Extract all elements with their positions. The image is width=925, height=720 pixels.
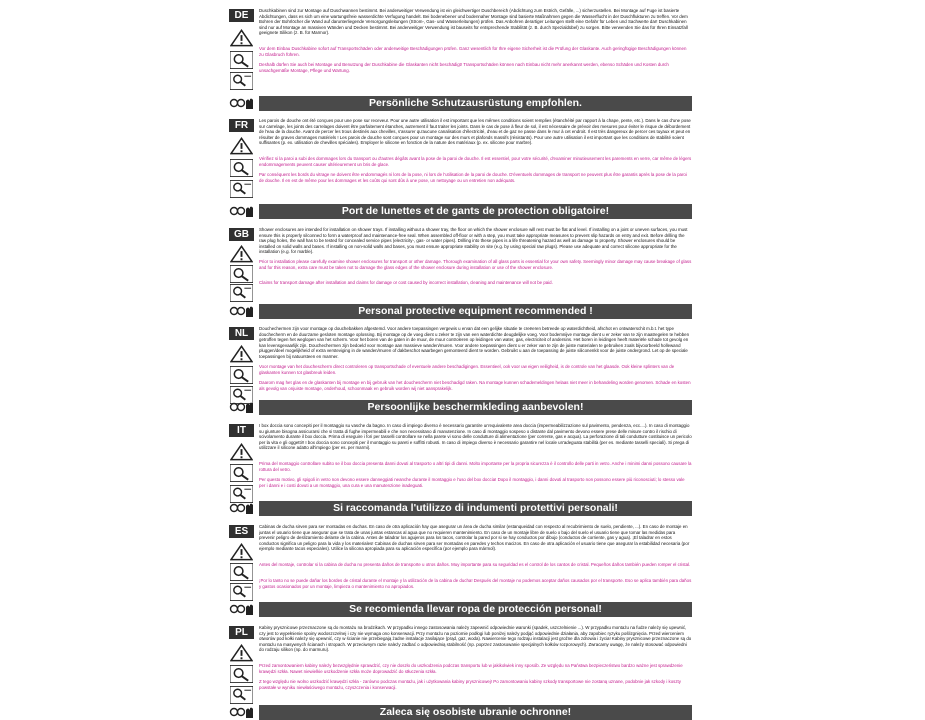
inspection-text: Prior to installation please carefully examine shower enclosures for transport or other damage. Thorough examination of all glass parts is essential for your own safety. Seemingly minor damage may cause breakage of glass and for this reason, extra care must be taken not to damage the glass edges of the shower enclosure during installation or use of the shower enclosure. (259, 259, 692, 270)
damage-claims-text: Deshalb dürfen Sie auch bei Montage und Benutzung der Duschkabine die Glaskanten nicht beschädigt! Transportschäden können nach Einbau nicht mehr anerkannt werden, ebenso Schäden und Kosten durch unsachgemäße Montage, Pflege und Wartung. (259, 62, 669, 73)
ppe-banner: Persönliche Schutzausrüstung empfohlen. (259, 96, 692, 111)
section-es (229, 524, 692, 615)
ppe-banner: Port de lunettes et de gants de protection obligatoire! (259, 204, 692, 219)
ppe-banner: Persoonlijke beschermkleding aanbevolen! (259, 400, 692, 415)
magnifier-inspect-icon (230, 51, 253, 69)
damage-claims-text: Daarom mag het glas en de glaskanten bij montage en bij gebruik van het douchescherm niet beschadigd raken. Na montage kunnen schademeldingen helaas niet meer in behandeling worden genomen. Schade en kosten als gevolg van onjuiste montage, onderhoud, schoonmaak en gebruik worden wij niet aansprakelijk. (259, 380, 691, 391)
section-fr (229, 118, 692, 217)
magnifier-inspect-icon (230, 563, 253, 581)
ppe-banner: Si raccomanda l'utilizzo di indumenti protettivi personali! (259, 501, 692, 516)
damage-claims-text: ¡Por lo tanto no se puede dañar los bordes de cristal durante el montaje y la utilización de la cabina de ducha! Después del montaje no podemos aceptar daños causados por el transporte. Eso se aplica también para daños y gastos ocasionados por un montaje, limpieza o mantenimiento no apropiados. (259, 578, 692, 589)
magnifier-inspect-icon (230, 366, 253, 384)
installation-text: Duschkabinen sind zur Montage auf Duschwannen bestimmt. Bei anderweitiger Verwendung ist ein gleichwertiger Duschbereich (Abdichtung zum Estrich, Gefälle, ...) sicherzustellen. Bei Montage auf Fuge ist basierte Abdichtungen, dass es sich um eine wartungsfreie wasserdichte Verfugung handelt. Bei bodenebener und bodennaher Montage sind basierte Maßnahmen gegen die Wasserflucht in der Duschflukturen zu treffen. Vor dem Bohren der Bohrlöcher die Wand auf darunterliegende Versorgungsleitungen (Strom-, Gas- und Wasserleitungen) prüfen. Das Anbohren derartiger Leitungen stellt eine Gefahr für Leben und Sachwerte dar! Duschkabinen sind nur auf Montage an massiven Wänden und Decken bestimmt. Bei anderweitiger Verwendung ist bauseits für entsprechende Stabilität (z. B. durch Spezialdübel) zu sorgen. Bitte verwenden Sie das für Ihren Einsatzfall geeignete Silikon (z. B. für Marmor). (259, 8, 688, 36)
gloves-goggles-icon (229, 96, 256, 110)
instruction-sheet (229, 8, 692, 718)
damage-claims-text: Par conséquent les bords du vitrage ne doivent être endommagés ni lors de la pose, ni lors de l'utilisation de la paroi de douche. D'éventuels dommages de transport ne peuvent plus être garantis après la pose de la paroi de douche. Il en est de même pour les dommages et les coûts qui sont dûs à une pose, un nettoyage ou un entretien non adéquats. (259, 172, 687, 183)
installation-text: Cabinas de ducha sirven para ser montadas en duchas. En caso de otra aplicación hay que asegurar un área de ducha similar (estanqueidad con respecto al recubrimiento de suelo, pendiente, ...). En caso de montaje en juntas el usuario tiene que asegurar que se trata de unas juntas estancas al agua que no requieren mantenimiento. En caso de un montaje libre de suelo o bajo del suelo el usuario tiene que tomar las medidas para prevenir peligro de deslizamiento delante de la cabina. Antes de taladrar los agujeros para los tacos, controlar la pared por si se hay conductos por dibujo (conductos de corriente, gas y agua). ¡El taladrar en estos conductos significa un peligro para la vida y los materiales! Cabinas de duchas sirven para ser montadas en paredes y techos macizos. En caso de otra aplicación el usuario tiene que asegurar la estabilidad necesaria (por ejemplo mediante tacos especiales). Utilice la silicona apropiada para su aplicación específica (por ejemplo para mármol). (259, 524, 690, 552)
gloves-goggles-icon (229, 501, 256, 515)
language-code: GB (229, 228, 254, 241)
inspection-text: Vérifiez si la paroi a subi des dommages lors du transport ou d'autres dégâts avant la pose de la paroi de douche. Il est essentiel, pour votre sécurité, d'examiner minutieusement les parements en verre, car même de légers endommagements peuvent causer ultérieurement un bris de glace. (259, 156, 692, 167)
section-body (259, 524, 692, 590)
section-nl (229, 326, 692, 413)
ppe-banner: Se recomienda llevar ropa de protección personal! (259, 602, 692, 617)
section-gb (229, 227, 692, 317)
gloves-goggles-icon (229, 602, 256, 616)
gloves-goggles-icon (229, 705, 256, 719)
section-body (259, 8, 692, 74)
magnifier-inspect-icon (230, 265, 253, 283)
damage-claims-text: Per questo motivo, gli spigoli in vetro non devono essere danneggiati neanche durante il montaggio e l'uso del box doccia! Dopo il montaggio, i danni dovuti al trasporto non possono essere più riconosciuti; lo stesso vale per i danni e i costi dovuti a un montaggio, una cura e una manutenzione inadeguati. (259, 477, 685, 488)
section-body (259, 625, 692, 691)
warning-triangle-icon (230, 137, 253, 155)
ppe-banner: Zaleca się osobiste ubranie ochronne! (259, 705, 692, 720)
installation-text: Douchechermen zijn voor montage op douchebakken afgestemd. Voor andere toepassingen vergewis u ervan dat een gelijke situatie te creëeren betreede op waterdichtheid, afschot en ontwaterschit m.b.t. het type douchecherm en de duurzame gesloten montage oplossing. Bij montage op de voeg dient u zeker te zijn van een waterdichte deugdelijke voeg. Voor bodemnijve montage dient u er zeker van te zijn maatregelen te hebben getroffen tegen het weglopen van het scherm. Voor het boren van de gaten in de muur, de muur controleren op leidingen van water, gas, electriciteit of andersins. Het boren in leidingen heeft materiële schade tot gevolg en kan levensgevaarlijk zijn. Douchechermen zijn bedoeld voor montage aan massieve wanden/muren. Voor andere toepassingen dient u er zeker van te zijn de juiste materialen te gebruiken zoals bijvoorbeeld hollewand pluggen/deel mogelijkheid of extra versteviging in de wanden/muren of dakbeschot waarbegen gemonteerd dient te worden. Gebruikt u aan de toepassing de juiste siliconenkit voor de juiste ondergrond. Let op de speciale toepassingen bij natuursteen en marmer. (259, 326, 690, 359)
warning-triangle-icon (230, 29, 253, 47)
magnifier-inspect-icon (230, 159, 253, 177)
glass-edge-check-icon (230, 284, 253, 302)
section-body (259, 227, 692, 286)
section-body (259, 326, 692, 392)
installation-text: Kabiny prysznicowe przeznaczone są do montażu na brodzikach. W przypadku innego zastosowania należy zapewnić odpowiednie warunki (spadek, uszczelnienie ...). W przypadku montażu na fudze należy się upewnić, czy jest to wypełnienie spoiny wodoszczelnej i czy nie wymaga ono konserwacji. Przy montażu na poziomie podłogi lub poniżej należy podjąć odpowiednie działania, aby zapobiec ryzyku poślizgnięcia. Przed wierceniem otworów pod kołki należy się upewnić, czy w ścianie nie przebiegają żadne instalacje zasilające (prąd, gaz, woda). Nawiercenie tego rodzaju instalacji jest groźne dla zdrowia i życia! Kabiny prysznicowe przeznaczone są do montażu na masywnych ścianach i stropach. W przeciwnym razie należy zadbać o odpowiednią stabilność (np. poprzez zastosowanie specjalnych kołków rozporowych). Zwracamy uwagę, że należy stosować odpowiedni do rodzaju silikon (np. do marmuru). (259, 625, 692, 653)
inspection-text: Antes del montaje, controlar si la cabina de ducha no presenta daños de transporte u otros daños. Muy importante para su seguridad es el control de los cantos de cristal. Pequeños daños también pueden romper el cristal. (259, 562, 691, 567)
section-body (259, 118, 692, 184)
warning-triangle-icon (230, 345, 253, 363)
language-code: DE (229, 9, 254, 22)
inspection-text: Przed zamontowaniem kabiny należy bezwzględnie sprawdzić, czy nie doszło do uszkodzenia podczas transportu lub w jakikolwiek inny sposób. Ze względu na Państwa bezpieczeństwo bardzo ważne jest sprawdzenie krawędzi szkła. Nawet niewielkie uszkodzenie szkła może doprowadzić do stłuczenia szkła. (259, 663, 683, 674)
inspection-text: Prima del montaggio controllare subito se il box doccia presenta danni dovuti al trasporto o altri tipi di danni. Molto importante per la propria sicurezza è il controllo delle parti in vetro. Anche i minimi danni possono causare la rottura del vetro. (259, 461, 692, 472)
language-code: PL (229, 626, 254, 639)
installation-text: I box doccia sono concepiti per il montaggio su vasche da bagno. In caso di impiego diverso è necessario garantire un'equivalente area doccia (impermeabilizzazione sul pavimento, pendenza, ecc....). In caso di montaggio su giunture bisogna assicurarsi che si tratta di fughe impermeabili e che non necessitano di manutenzione. In caso di montaggio sospeso o distante dal pavimento devono essere prese delle misure contro il rischio di scivolamento durante il box doccia. Prima di eseguire i fori per tasselli controllare se nella parete vi sono delle condutture di alimentazione (per corrente, gas e acqua). La perforazione di tali condutture costituisce un pericolo per la vita e gli oggetti!! I box doccia sono concepiti per il montaggio su pareti e soffitti robusti. In caso di impiego diverso è necessario garantire nel locale un'adeguata stabilità (per es. mediante tasselli speciali). Si prega di utilizzare il silicone adatto all'impiego (per es. per marmi). (259, 423, 692, 451)
gloves-goggles-icon (229, 400, 256, 414)
inspection-text: Voor montage van het douchescherm direct controleren op transportschade of eventuele andere beschadigingen. Essentieel, ook voor uw eigen veiligheid, is de controle van het glaasde. Ook kleine splinters van de glaskanten kunnen tot glasbreuk leiden. (259, 364, 675, 375)
gloves-goggles-icon (229, 304, 256, 318)
inspection-text: Vor dem Einbau Duschkabine sofort auf Transportschäden oder anderweitige Beschädigungen prüfen. Ganz wesentlich für Ihre eigene Sicherheit ist die Prüfung der Glaskante. Auch geringfügige Beschädigungen können zu Glasbruch führen. (259, 46, 687, 57)
glass-edge-check-icon (230, 180, 253, 198)
glass-edge-check-icon (230, 686, 253, 704)
gloves-goggles-icon (229, 204, 256, 218)
damage-claims-text: Claims for transport damage after installation and claims for damage or cost caused by incorrect installation, cleaning and maintenance will not be paid. (259, 280, 553, 285)
section-body (259, 423, 692, 489)
section-pl (229, 625, 692, 718)
glass-edge-check-icon (230, 583, 253, 601)
language-code: IT (229, 424, 254, 437)
warning-triangle-icon (230, 443, 253, 461)
installation-text: Les parois de douche ont été conçues pour une pose sur receveur. Pour une autre utilisation il est important que les mêmes conditions soient remplies (étanchéité par rapport à la chape, pente, etc.). Dans le cas d'une pose sur carrelage, les joints des carrelages doivent être parfaitement étanches, autrement il faut traiter les joints. Dans le cas de pose à fleur de sol, il est nécessaire de prévoir des mesures pour éviter le risque de débordement de l'eau de la douche. Avant de percer les trous destinés aux chevilles, s'assurer qu'aucune canalisation d'électricité, d'eau et de gaz ne passe dans le mur à cet endroit. Il est très dangereux de percer ces tuyaux et peut en résulter de graves dommages matériels ! Les parois de douche sont conçues pour un montage sur des murs et plafonds massifs (résistants). Pour une autre utilisation il est important que les conditions de stabilité soient suffisantes (p. ex. utilisation de chevilles spéciales). Employer le silicone en fonction de la nature des matériaux (p. ex. silicone pour marbre). (259, 118, 691, 146)
glass-edge-check-icon (230, 72, 253, 90)
language-code: FR (229, 119, 254, 132)
warning-triangle-icon (230, 644, 253, 662)
damage-claims-text: Z tego względu nie wolno uszkodzić krawędzi szkła - zarówno podczas montażu, jak i użytkowania kabiny prysznicowej! Po zamontowaniu kabiny szkody transportowe nie zostaną uznane, podobnie jak szkody i koszty powstałe w wyniku niewłaściwego montażu, czyszczenia i konserwacji. (259, 679, 681, 690)
section-it (229, 423, 692, 514)
magnifier-inspect-icon (230, 665, 253, 683)
language-code: NL (229, 327, 254, 340)
warning-triangle-icon (230, 543, 253, 561)
section-de (229, 8, 692, 109)
ppe-banner: Personal protective equipment recommended ! (259, 304, 692, 319)
warning-triangle-icon (230, 245, 253, 263)
installation-text: Shower enclosures are intended for installation on shower trays. If installing without a shower tray, the floor on which the shower enclosure will rest must be flat and level. If installing on a joint or uneven surfaces, you must ensure this is properly silconned to form a waterproof and maintenance-free seal. When assembled off-floor or with a step, you must take appropriate measures to prevent slip hazards on entry and exit. Before drilling the raw plug holes, the wall has to be tested for concealed service pipes (electricity-, gas- or water pipes). Drilling into these pipes is a life threatening hazard as well as damage to property. Shower enclosures should be installed on solid walls and bases. If installing on non-solid walls and bases, you must ensure appropriate stability on site (e.g. by using special raw plugs). Please use adequate and correct silicone appropriate for the installation (e.g. for marble). (259, 227, 688, 255)
magnifier-inspect-icon (230, 464, 253, 482)
language-code: ES (229, 525, 254, 538)
